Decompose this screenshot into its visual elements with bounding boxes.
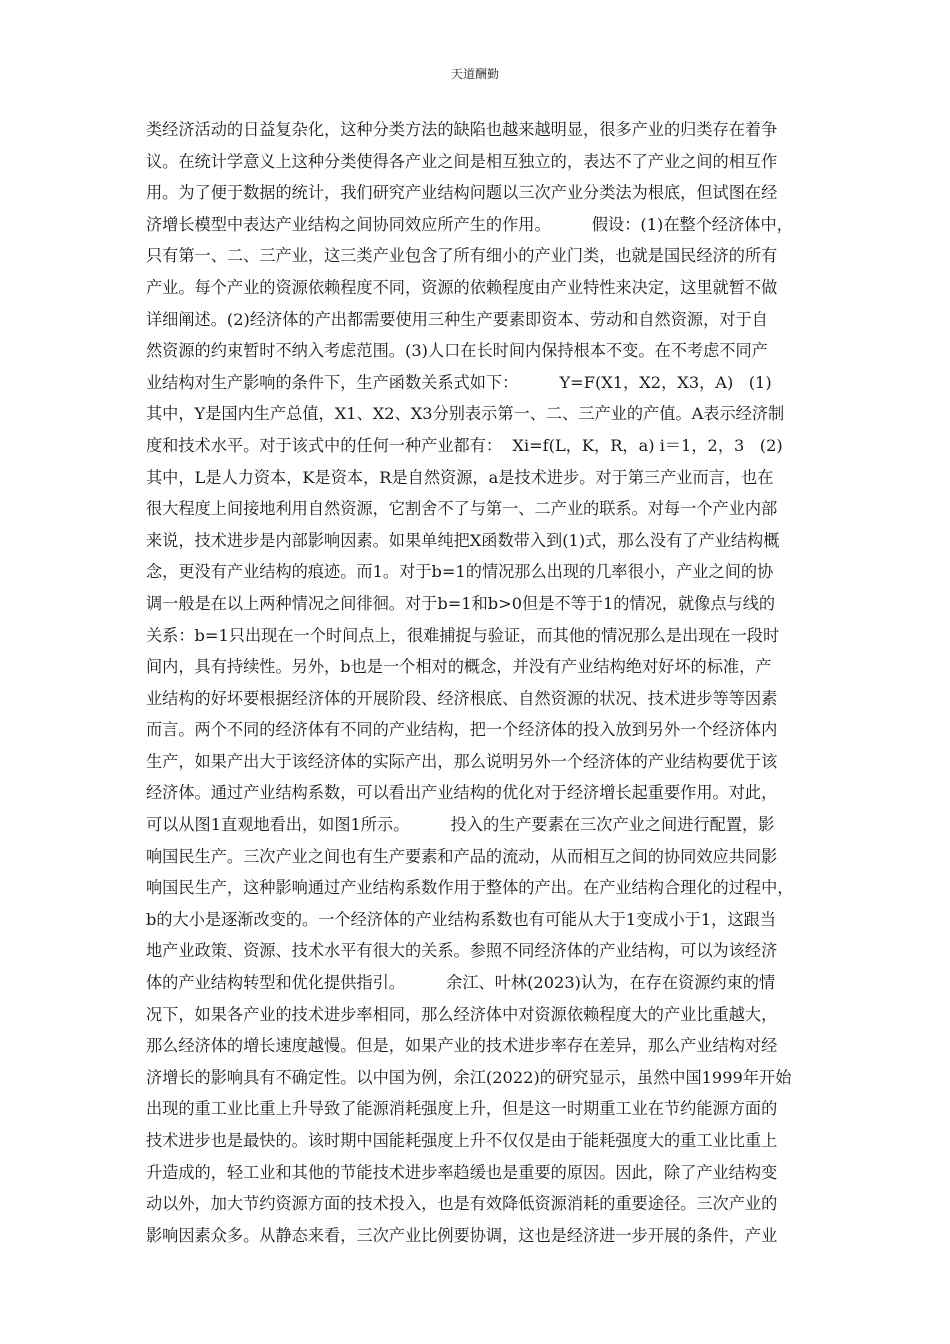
text-line: 产业。每个产业的资源依赖程度不同，资源的依赖程度由产业特性来决定，这里就暂不做 <box>146 277 778 297</box>
text-line: 来说，技术进步是内部影响因素。如果单纯把X函数带入到(1)式，那么没有了产业结构概 <box>146 530 780 550</box>
text-line: 调一般是在以上两种情况之间徘徊。对于b=1和b>0但是不等于1的情况，就像点与线的 <box>146 593 776 613</box>
text-line: 体的产业结构转型和优化提供指引。 余江、叶林(2023)认为，在存在资源约束的情 <box>146 973 776 993</box>
text-line: 其中，Y是国内生产总值，X1、X2、X3分别表示第一、二、三产业的产值。A表示经济制 <box>146 404 785 424</box>
text-line: 念，更没有产业结构的痕迹。而1。对于b=1的情况那么出现的几率很小，产业之间的协 <box>146 562 774 582</box>
text-line: 地产业政策、资源、技术水平有很大的关系。参照不同经济体的产业结构，可以为该经济 <box>146 941 778 961</box>
text-line: 响国民生产，这种影响通过产业结构系数作用于整体的产出。在产业结构合理化的过程中， <box>146 878 794 898</box>
text-line: 经济体。通过产业结构系数，可以看出产业结构的优化对于经济增长起重要作用。对此， <box>146 783 778 803</box>
text-line: 济增长模型中表达产业结构之间协同效应所产生的作用。 假设：(1)在整个经济体中， <box>146 214 793 234</box>
text-line: 议。在统计学意义上这种分类使得各产业之间是相互独立的，表达不了产业之间的相互作 <box>146 151 778 171</box>
text-line: 可以从图1直观地看出，如图1所示。 投入的生产要素在三次产业之间进行配置，影 <box>146 815 775 835</box>
text-line: 业结构对生产影响的条件下，生产函数关系式如下： Y=F(X1，X2，X3，A) (1) <box>146 372 772 392</box>
text-line: 动以外，加大节约资源方面的技术投入，也是有效降低资源消耗的重要途径。三次产业的 <box>146 1194 778 1214</box>
text-line: 生产，如果产出大于该经济体的实际产出，那么说明另外一个经济体的产业结构要优于该 <box>146 751 778 771</box>
text-line: 然资源的约束暂时不纳入考虑范围。(3)人口在长时间内保持根本不变。在不考虑不同产 <box>146 341 768 361</box>
text-line: 很大程度上间接地利用自然资源，它割舍不了与第一、二产业的联系。对每一个产业内部 <box>146 499 778 519</box>
text-line: 其中，L是人力资本，K是资本，R是自然资源，a是技术进步。对于第三产业而言，也在 <box>146 467 774 487</box>
text-line: 影响因素众多。从静态来看，三次产业比例要协调，这也是经济进一步开展的条件，产业 <box>146 1225 778 1245</box>
text-line: 详细阐述。(2)经济体的产出都需要使用三种生产要素即资本、劳动和自然资源，对于自 <box>146 309 768 329</box>
text-line: 响国民生产。三次产业之间也有生产要素和产品的流动，从而相互之间的协同效应共同影 <box>146 846 778 866</box>
text-line: 关系：b=1只出现在一个时间点上，很难捕捉与验证，而其他的情况那么是出现在一段时 <box>146 625 780 645</box>
text-line: 技术进步也是最快的。该时期中国能耗强度上升不仅仅是由于能耗强度大的重工业比重上 <box>146 1131 778 1150</box>
text-line: b的大小是逐渐改变的。一个经济体的产业结构系数也有可能从大于1变成小于1，这跟当 <box>146 909 776 929</box>
text-line: 升造成的，轻工业和其他的节能技术进步率趋缓也是重要的原因。因此，除了产业结构变 <box>146 1162 778 1182</box>
text-line: 济增长的影响具有不确定性。以中国为例，余江(2022)的研究显示，虽然中国1999年开始 <box>146 1067 792 1087</box>
text-line: 况下，如果各产业的技术进步率相同，那么经济体中对资源依赖程度大的产业比重越大， <box>146 1004 778 1024</box>
text-line: 间内，具有持续性。另外，b也是一个相对的概念，并没有产业结构绝对好坏的标准，产 <box>146 657 772 677</box>
text-line: 出现的重工业比重上升导致了能源消耗强度上升，但是这一时期重工业在节约能源方面的 <box>146 1099 778 1119</box>
text-line: 而言。两个不同的经济体有不同的产业结构，把一个经济体的投入放到另外一个经济体内 <box>146 720 778 740</box>
text-line: 类经济活动的日益复杂化，这种分类方法的缺陷也越来越明显，很多产业的归类存在着争 <box>146 120 778 139</box>
text-line: 度和技术水平。对于该式中的任何一种产业都有： Xi=f(L，K，R，a) i＝1，2，3 (2) <box>146 435 783 455</box>
page-header: 天道酬勤 <box>450 67 499 81</box>
body-text <box>146 114 826 1251</box>
text-line: 只有第一、二、三产业，这三类产业包含了所有细小的产业门类，也就是国民经济的所有 <box>146 246 778 266</box>
text-line: 业结构的好坏要根据经济体的开展阶段、经济根底、自然资源的状况、技术进步等等因素 <box>146 688 778 708</box>
text-line: 用。为了便于数据的统计，我们研究产业结构问题以三次产业分类法为根底，但试图在经 <box>146 183 778 203</box>
text-line: 那么经济体的增长速度越慢。但是，如果产业的技术进步率存在差异，那么产业结构对经 <box>146 1036 778 1056</box>
